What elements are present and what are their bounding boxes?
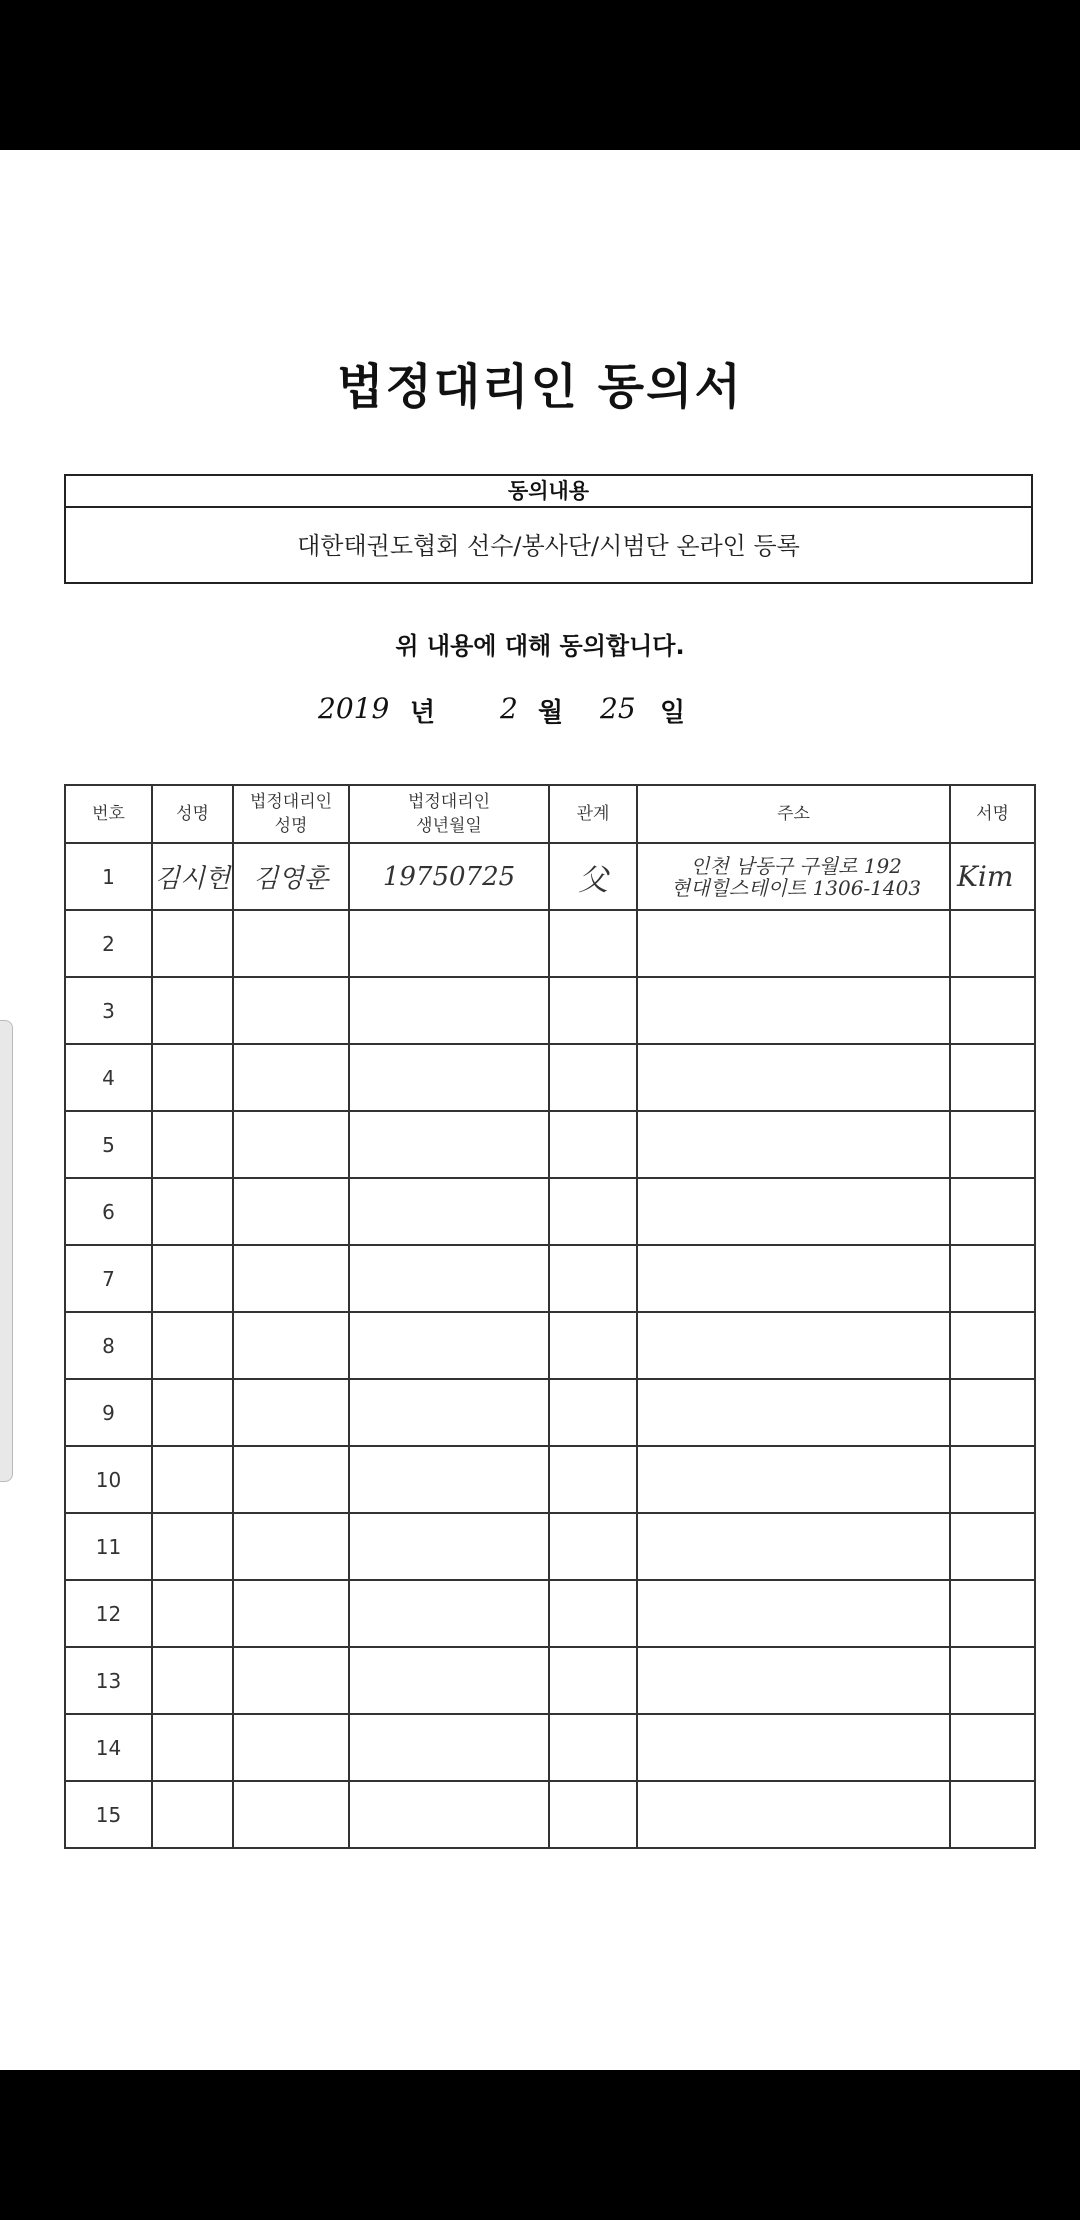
- header-guardian-name-line2: 성명: [274, 816, 308, 836]
- document-title: 법정대리인 동의서: [337, 359, 743, 415]
- header-address: 주소: [637, 785, 950, 843]
- date-year-unit: 년: [410, 698, 436, 728]
- empty-cell: [637, 1312, 950, 1379]
- guardian-name: 김영훈: [233, 843, 349, 910]
- header-guardian-name: [233, 785, 349, 843]
- empty-cell: [549, 1379, 637, 1446]
- empty-cell: [950, 1044, 1035, 1111]
- empty-cell: [637, 1781, 950, 1848]
- row-number: 7: [65, 1245, 152, 1312]
- empty-cell: [233, 1178, 349, 1245]
- empty-cell: [349, 977, 549, 1044]
- empty-cell: [950, 1513, 1035, 1580]
- empty-cell: [233, 1446, 349, 1513]
- row-number: 3: [65, 977, 152, 1044]
- empty-cell: [637, 1580, 950, 1647]
- empty-cell: [152, 1513, 233, 1580]
- empty-cell: [233, 910, 349, 977]
- empty-cell: [950, 1446, 1035, 1513]
- consent-heading: 동의내용: [66, 476, 1031, 508]
- empty-cell: [637, 1178, 950, 1245]
- empty-cell: [637, 1044, 950, 1111]
- date-month: 2: [500, 692, 518, 725]
- empty-cell: [950, 1781, 1035, 1848]
- empty-cell: [349, 910, 549, 977]
- table-row: [65, 1111, 1035, 1178]
- empty-cell: [549, 1312, 637, 1379]
- empty-cell: [637, 1446, 950, 1513]
- empty-cell: [349, 1379, 549, 1446]
- empty-cell: [349, 1580, 549, 1647]
- table-row: [65, 910, 1035, 977]
- header-guardian-birth: [349, 785, 549, 843]
- empty-cell: [152, 1580, 233, 1647]
- table-row: [65, 977, 1035, 1044]
- row-number: 13: [65, 1647, 152, 1714]
- consent-content: 대한태권도협회 선수/봉사단/시범단 온라인 등록: [297, 532, 800, 560]
- empty-cell: [152, 1245, 233, 1312]
- table-row: [65, 1178, 1035, 1245]
- row-number: 4: [65, 1044, 152, 1111]
- empty-cell: [152, 1312, 233, 1379]
- address-line2: 현대힐스테이트 1306-1403: [670, 875, 922, 900]
- table-row: [65, 1446, 1035, 1513]
- empty-cell: [152, 1044, 233, 1111]
- empty-cell: [637, 910, 950, 977]
- empty-cell: [152, 1379, 233, 1446]
- table-row: [65, 1781, 1035, 1848]
- empty-cell: [233, 1245, 349, 1312]
- empty-cell: [152, 1178, 233, 1245]
- empty-cell: [349, 1044, 549, 1111]
- empty-cell: [233, 1379, 349, 1446]
- empty-cell: [233, 1111, 349, 1178]
- row-number: 1: [65, 843, 152, 910]
- empty-cell: [349, 1111, 549, 1178]
- empty-cell: [349, 1245, 549, 1312]
- empty-cell: [152, 1781, 233, 1848]
- header-name: 성명: [152, 785, 233, 843]
- empty-cell: [233, 1580, 349, 1647]
- empty-cell: [549, 1178, 637, 1245]
- empty-cell: [637, 1379, 950, 1446]
- table-row: [65, 1379, 1035, 1446]
- empty-cell: [637, 1513, 950, 1580]
- row-number: 15: [65, 1781, 152, 1848]
- table-row: [65, 1245, 1035, 1312]
- table-row: [65, 1044, 1035, 1111]
- document-page: [0, 150, 1080, 2070]
- empty-cell: [233, 977, 349, 1044]
- header-signature: 서명: [950, 785, 1035, 843]
- empty-cell: [549, 1513, 637, 1580]
- empty-cell: [549, 1580, 637, 1647]
- table-row: [65, 1580, 1035, 1647]
- empty-cell: [349, 1312, 549, 1379]
- empty-cell: [152, 1714, 233, 1781]
- row-number: 14: [65, 1714, 152, 1781]
- empty-cell: [637, 1714, 950, 1781]
- header-relation: 관계: [549, 785, 637, 843]
- empty-cell: [950, 1647, 1035, 1714]
- date-month-unit: 월: [538, 698, 564, 728]
- empty-cell: [152, 910, 233, 977]
- row-number: 9: [65, 1379, 152, 1446]
- empty-cell: [549, 1111, 637, 1178]
- table-row: [65, 843, 1035, 910]
- empty-cell: [349, 1647, 549, 1714]
- empty-cell: [549, 977, 637, 1044]
- empty-cell: [950, 1111, 1035, 1178]
- guardian-birthdate: 19750725: [349, 843, 549, 910]
- empty-cell: [950, 910, 1035, 977]
- empty-cell: [233, 1781, 349, 1848]
- header-guardian-birth-line1: 법정대리인: [407, 792, 491, 812]
- empty-cell: [950, 1379, 1035, 1446]
- table-row: [65, 1312, 1035, 1379]
- empty-cell: [233, 1312, 349, 1379]
- empty-cell: [950, 977, 1035, 1044]
- empty-cell: [152, 1446, 233, 1513]
- date-year: 2019: [318, 692, 390, 725]
- empty-cell: [233, 1647, 349, 1714]
- empty-cell: [233, 1714, 349, 1781]
- empty-cell: [152, 1111, 233, 1178]
- row-number: 12: [65, 1580, 152, 1647]
- date-day-unit: 일: [660, 698, 686, 728]
- empty-cell: [637, 1647, 950, 1714]
- table-row: [65, 1513, 1035, 1580]
- address: [637, 843, 950, 910]
- empty-cell: [549, 1044, 637, 1111]
- empty-cell: [950, 1245, 1035, 1312]
- signature: Kim: [950, 843, 1035, 910]
- empty-cell: [950, 1178, 1035, 1245]
- empty-cell: [637, 1245, 950, 1312]
- row-number: 11: [65, 1513, 152, 1580]
- side-panel-handle[interactable]: [0, 1020, 13, 1482]
- table-row: [65, 1647, 1035, 1714]
- empty-cell: [152, 1647, 233, 1714]
- empty-cell: [950, 1580, 1035, 1647]
- row-number: 5: [65, 1111, 152, 1178]
- empty-cell: [950, 1714, 1035, 1781]
- empty-cell: [233, 1044, 349, 1111]
- empty-cell: [549, 1714, 637, 1781]
- row-number: 8: [65, 1312, 152, 1379]
- empty-cell: [549, 1781, 637, 1848]
- row-number: 6: [65, 1178, 152, 1245]
- empty-cell: [549, 910, 637, 977]
- roster-table: [64, 784, 1036, 1849]
- date-day: 25: [600, 692, 636, 725]
- row-number: 2: [65, 910, 152, 977]
- empty-cell: [637, 1111, 950, 1178]
- header-guardian-name-line1: 법정대리인: [249, 792, 333, 812]
- empty-cell: [549, 1446, 637, 1513]
- empty-cell: [349, 1513, 549, 1580]
- empty-cell: [152, 977, 233, 1044]
- student-name: 김시헌: [152, 843, 233, 910]
- consent-box: [64, 474, 1033, 584]
- table-row: [65, 1714, 1035, 1781]
- empty-cell: [349, 1781, 549, 1848]
- empty-cell: [549, 1647, 637, 1714]
- empty-cell: [233, 1513, 349, 1580]
- header-guardian-birth-line2: 생년월일: [416, 816, 482, 836]
- empty-cell: [637, 977, 950, 1044]
- row-number: 10: [65, 1446, 152, 1513]
- empty-cell: [349, 1178, 549, 1245]
- relation: 父: [549, 843, 637, 910]
- empty-cell: [549, 1245, 637, 1312]
- table-header-row: [65, 785, 1035, 843]
- header-no: 번호: [65, 785, 152, 843]
- address-line1: 인천 남동구 구월로 192: [690, 853, 902, 878]
- empty-cell: [950, 1312, 1035, 1379]
- empty-cell: [349, 1446, 549, 1513]
- empty-cell: [349, 1714, 549, 1781]
- agreement-statement: 위 내용에 대해 동의합니다.: [395, 632, 685, 660]
